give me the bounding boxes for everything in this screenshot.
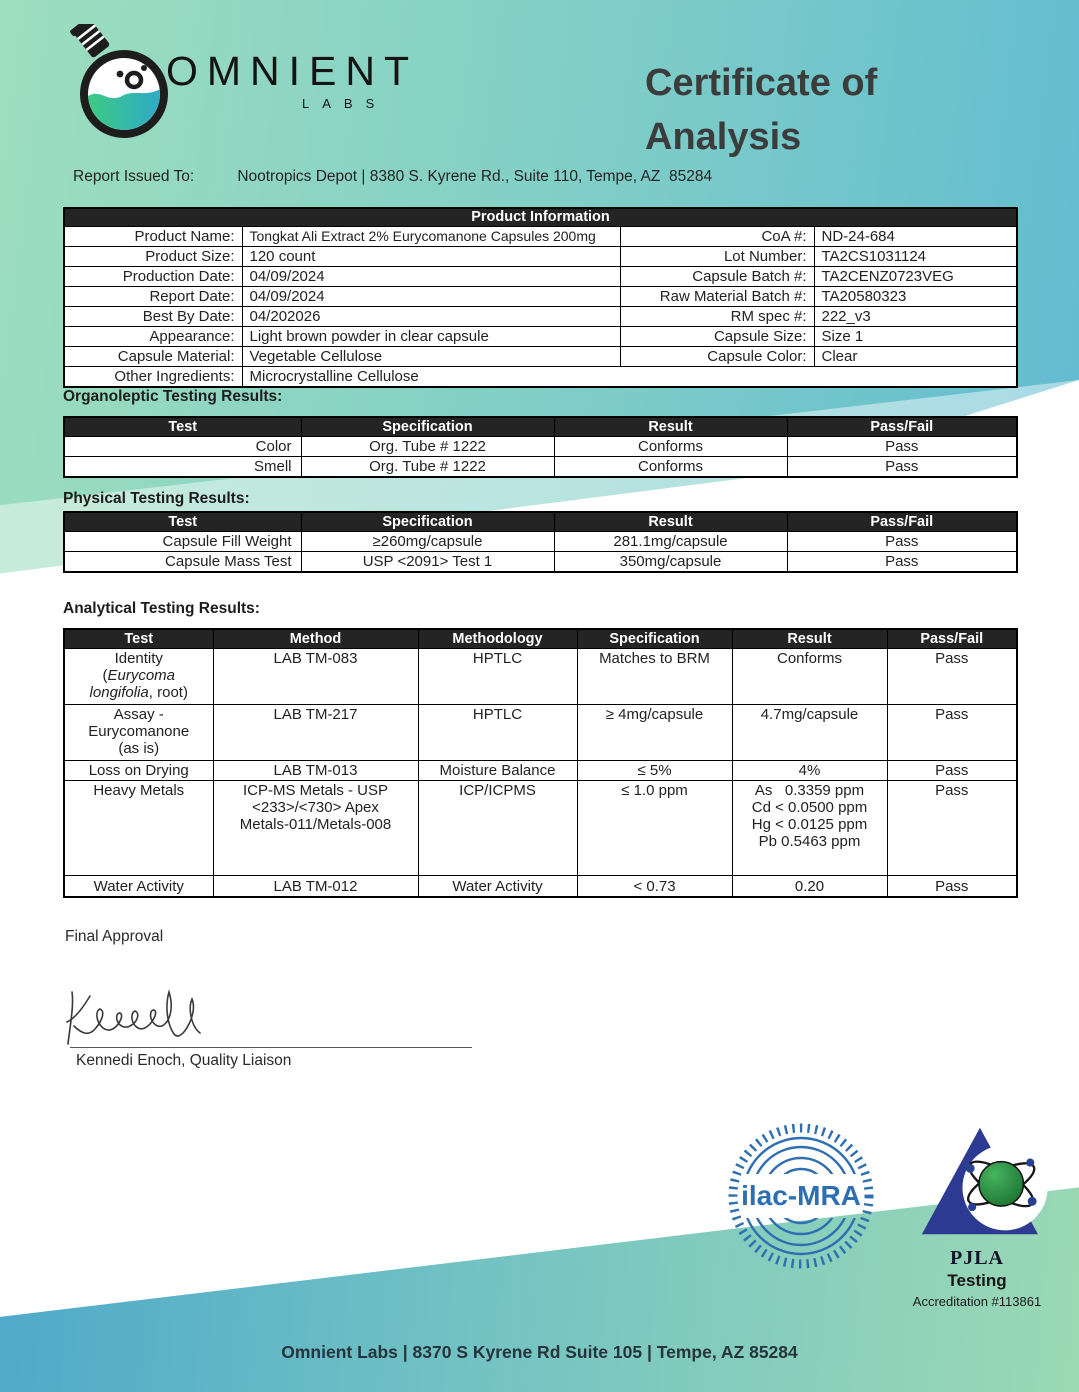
signer-name: Kennedi Enoch, Quality Liaison — [76, 1052, 292, 1069]
product-info-value: Size 1 — [814, 327, 1017, 347]
report-issued-label: Report Issued To: — [73, 168, 195, 185]
product-info-value: ND-24-684 — [814, 227, 1017, 247]
organoleptic-section-label: Organoleptic Testing Results: — [63, 388, 283, 405]
pjla-triangle-atom-icon — [902, 1120, 1052, 1240]
product-info-label: Capsule Batch #: — [620, 267, 814, 287]
column-header: Pass/Fail — [787, 512, 1017, 532]
product-info-value: 120 count — [242, 247, 620, 267]
table-cell: LAB TM-013 — [213, 761, 418, 781]
product-info-value: TA2CS1031124 — [814, 247, 1017, 267]
table-cell: ≥260mg/capsule — [301, 532, 554, 552]
product-info-label: Product Size: — [64, 247, 242, 267]
footer-address: Omnient Labs | 8370 S Kyrene Rd Suite 105 | Tempe, AZ 85284 — [281, 1342, 798, 1362]
product-info-value: 04/202026 — [242, 307, 620, 327]
pjla-accreditation-label: Accreditation #113861 — [912, 1294, 1042, 1309]
product-info-value: Vegetable Cellulose — [242, 347, 620, 367]
table-cell: LAB TM-217 — [213, 705, 418, 761]
table-cell: Conforms — [732, 649, 887, 705]
table-cell: Pass — [887, 876, 1017, 898]
table-cell: < 0.73 — [577, 876, 732, 898]
product-info-label: Capsule Material: — [64, 347, 242, 367]
pjla-testing-label: Testing — [947, 1271, 1007, 1290]
omnient-flask-logo-icon — [62, 24, 182, 142]
product-info-label: Raw Material Batch #: — [620, 287, 814, 307]
table-cell: Water Activity — [418, 876, 577, 898]
ilac-mra-seal-icon — [722, 1118, 880, 1274]
table-cell: Pass — [887, 781, 1017, 876]
table-cell: Capsule Fill Weight — [64, 532, 301, 552]
table-cell: Org. Tube # 1222 — [301, 457, 554, 478]
product-info-value: TA2CENZ0723VEG — [814, 267, 1017, 287]
table-cell: Pass — [787, 532, 1017, 552]
table-cell: 350mg/capsule — [554, 552, 787, 573]
table-cell: As 0.3359 ppm Cd < 0.0500 ppm Hg < 0.0125 ppm Pb 0.5463 ppm — [732, 781, 887, 876]
product-info-label: Lot Number: — [620, 247, 814, 267]
signature-line — [70, 1047, 472, 1048]
table-cell: Conforms — [554, 437, 787, 457]
table-cell: Pass — [787, 437, 1017, 457]
brand-sub-label: LABS — [302, 96, 388, 111]
product-info-value: Tongkat Ali Extract 2% Eurycomanone Capsules 200mg — [242, 227, 620, 247]
product-info-label: Production Date: — [64, 267, 242, 287]
analytical-section-label: Analytical Testing Results: — [63, 600, 260, 617]
column-header: Test — [64, 417, 301, 437]
table-cell: Color — [64, 437, 301, 457]
organoleptic-table — [63, 416, 1018, 478]
table-cell: Matches to BRM — [577, 649, 732, 705]
product-info-value: Microcrystalline Cellulose — [242, 367, 1017, 388]
product-info-value: 04/09/2024 — [242, 287, 620, 307]
report-issued-value: Nootropics Depot | 8380 S. Kyrene Rd., Suite 110, Tempe, AZ 85284 — [237, 168, 713, 185]
table-cell: Pass — [887, 761, 1017, 781]
product-info-value: 222_v3 — [814, 307, 1017, 327]
column-header: Test — [64, 512, 301, 532]
product-info-value: Light brown powder in clear capsule — [242, 327, 620, 347]
table-cell: Water Activity — [64, 876, 213, 898]
table-cell: LAB TM-012 — [213, 876, 418, 898]
table-cell: USP <2091> Test 1 — [301, 552, 554, 573]
table-cell: Pass — [887, 649, 1017, 705]
table-cell: ICP-MS Metals - USP <233>/<730> Apex Metals-011/Metals-008 — [213, 781, 418, 876]
table-cell: Loss on Drying — [64, 761, 213, 781]
product-info-value: 04/09/2024 — [242, 267, 620, 287]
report-issued-row — [73, 168, 712, 186]
product-information-table — [63, 207, 1018, 388]
final-approval-label: Final Approval — [65, 928, 164, 945]
table-cell: ICP/ICPMS — [418, 781, 577, 876]
table-cell: 4% — [732, 761, 887, 781]
product-info-label: Product Name: — [64, 227, 242, 247]
table-cell: Assay - Eurycomanone (as is) — [64, 705, 213, 761]
column-header: Method — [213, 629, 418, 649]
product-info-label: Best By Date: — [64, 307, 242, 327]
column-header: Test — [64, 629, 213, 649]
analytical-table — [63, 628, 1018, 898]
table-cell: Pass — [787, 457, 1017, 478]
table-cell: 4.7mg/capsule — [732, 705, 887, 761]
table-cell: Pass — [787, 552, 1017, 573]
table-cell: HPTLC — [418, 705, 577, 761]
physical-table — [63, 511, 1018, 573]
table-cell: Identity (Eurycoma longifolia, root) — [64, 649, 213, 705]
signature-icon — [62, 986, 242, 1052]
product-info-label: Appearance: — [64, 327, 242, 347]
column-header: Result — [554, 417, 787, 437]
page-title — [645, 56, 877, 164]
product-info-value: TA20580323 — [814, 287, 1017, 307]
table-cell: Conforms — [554, 457, 787, 478]
page-title-line2: Analysis — [645, 116, 802, 158]
table-cell: Smell — [64, 457, 301, 478]
pjla-name-label: PJLA — [950, 1247, 1004, 1269]
column-header: Methodology — [418, 629, 577, 649]
table-cell: Heavy Metals — [64, 781, 213, 876]
column-header: Specification — [301, 512, 554, 532]
product-info-value: Clear — [814, 347, 1017, 367]
table-cell: Pass — [887, 705, 1017, 761]
table-cell: ≤ 1.0 ppm — [577, 781, 732, 876]
table-cell: ≥ 4mg/capsule — [577, 705, 732, 761]
product-info-label: Capsule Size: — [620, 327, 814, 347]
brand-name: OMNIENT — [166, 48, 419, 94]
product-info-label: Other Ingredients: — [64, 367, 242, 388]
table-cell: Org. Tube # 1222 — [301, 437, 554, 457]
table-cell: ≤ 5% — [577, 761, 732, 781]
column-header: Result — [554, 512, 787, 532]
physical-section-label: Physical Testing Results: — [63, 490, 250, 507]
product-info-label: CoA #: — [620, 227, 814, 247]
table-cell: Moisture Balance — [418, 761, 577, 781]
column-header: Specification — [577, 629, 732, 649]
page-title-line1: Certificate of — [645, 62, 878, 104]
table-cell: 281.1mg/capsule — [554, 532, 787, 552]
table-cell: Capsule Mass Test — [64, 552, 301, 573]
table-cell: HPTLC — [418, 649, 577, 705]
product-information-header: Product Information — [64, 208, 1017, 227]
column-header: Pass/Fail — [887, 629, 1017, 649]
ilac-mra-label: ilac-MRA — [741, 1180, 861, 1211]
table-cell: 0.20 — [732, 876, 887, 898]
column-header: Pass/Fail — [787, 417, 1017, 437]
column-header: Specification — [301, 417, 554, 437]
pjla-seal — [872, 1120, 1079, 1309]
product-info-label: Report Date: — [64, 287, 242, 307]
product-info-label: Capsule Color: — [620, 347, 814, 367]
column-header: Result — [732, 629, 887, 649]
table-cell: LAB TM-083 — [213, 649, 418, 705]
product-info-label: RM spec #: — [620, 307, 814, 327]
